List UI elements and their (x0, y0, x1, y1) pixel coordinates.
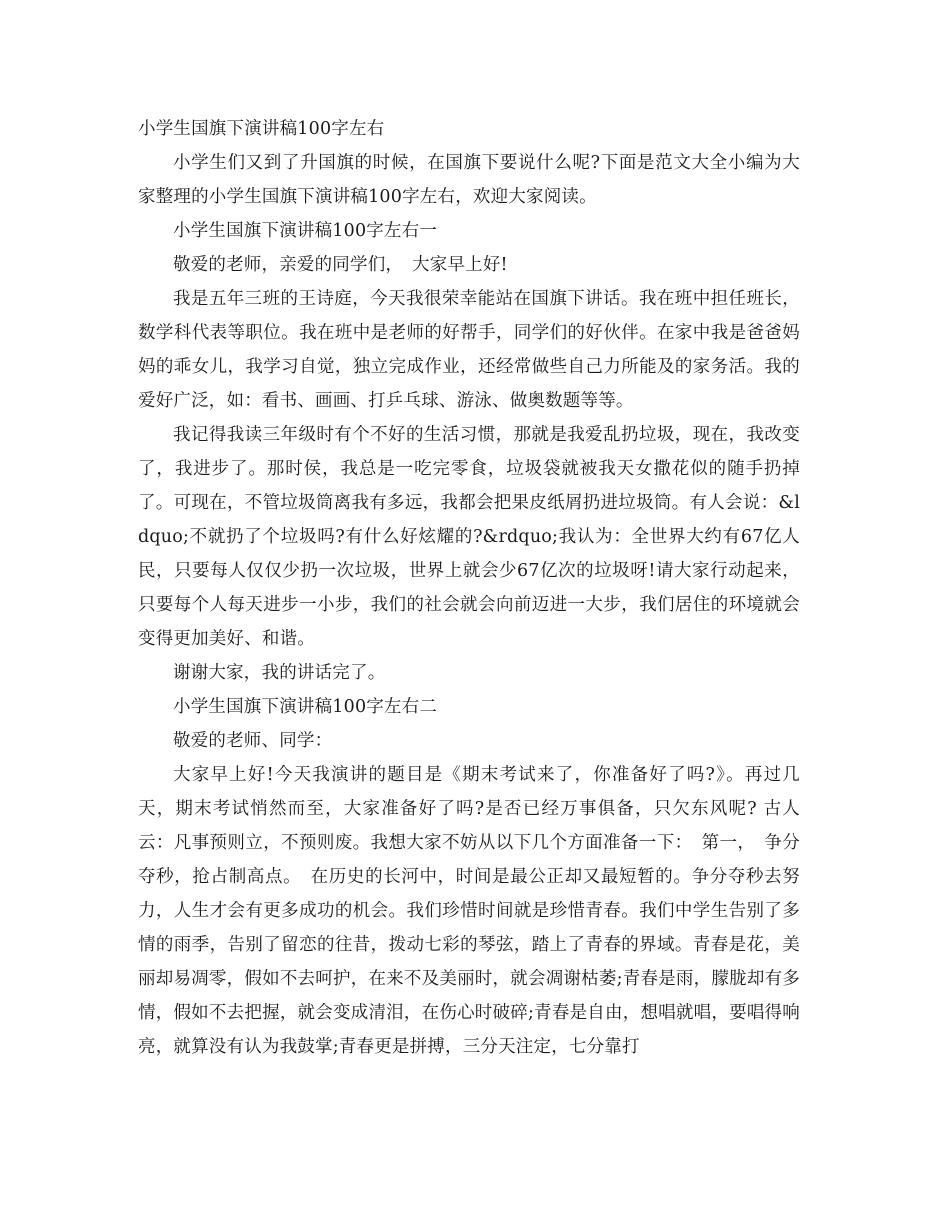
greeting-paragraph: 敬爱的老师、同学： (173, 731, 333, 751)
body-paragraph: 我记得我读三年级时有个不好的生活习惯，那就是我爱乱扔垃圾，现在，我改变了，我进步了。那时侯，我总是一吃完零食，垃圾袋就被我天女撒花似的随手扔掉了。可现在，不管垃圾筒离我有多远，我都会把果皮纸屑扔进垃圾筒。有人会说：&ldquo;不就扔了个垃圾吗?有什么好炫耀的?&rdquo;我认为：全世界大约有67亿人民，只要每人仅仅少扔一次垃圾，世界上就会少67亿次的垃圾呀!请大家行动起来，只要每个人每天进步一小步，我们的社会就会向前迈进一大步，我们居住的环境就会变得更加美好、和谐。 (138, 425, 800, 649)
body-paragraph: 我是五年三班的王诗庭，今天我很荣幸能站在国旗下讲话。我在班中担任班长，数学科代表等职位。我在班中是老师的好帮手，同学们的好伙伴。在家中我是爸爸妈妈的乖女儿，我学习自觉，独立完成作业，还经常做些自己力所能及的家务活。我的爱好广泛，如：看书、画画、打乒乓球、游泳、做奥数题等等。 (138, 289, 800, 411)
body-paragraph: 大家早上好!今天我演讲的题目是《期末考试来了，你准备好了吗?》。再过几天，期末考试悄然而至，大家准备好了吗?是否已经万事俱备，只欠东风呢? 古人云：凡事预则立，不预则废。我想大家不妨从以下几个方面准备一下： 第一， 争分夺秒，抢占制高点。 在历史的长河中，时间是最公正却又最短暂的。争分夺秒去努力，人生才会有更多成功的机会。我们珍惜时间就是珍惜青春。我们中学生告别了多情的雨季，告别了留恋的往昔，拨动七彩的琴弦，踏上了青春的界域。青春是花，美丽却易凋零，假如不去呵护，在来不及美丽时，就会凋谢枯萎;青春是雨，朦胧却有多情，假如不去把握，就会变成清泪，在伤心时破碎;青春是自由，想唱就唱，要唱得响亮，就算没有认为我鼓掌;青春更是拼搏，三分天注定，七分靠打 (138, 765, 800, 1057)
closing-paragraph: 谢谢大家，我的讲话完了。 (173, 663, 386, 683)
document-page (138, 112, 800, 1064)
section-heading-two: 小学生国旗下演讲稿100字左右二 (173, 697, 438, 717)
intro-paragraph: 小学生们又到了升国旗的时候，在国旗下要说什么呢?下面是范文大全小编为大家整理的小学生国旗下演讲稿100字左右，欢迎大家阅读。 (138, 153, 800, 207)
document-title: 小学生国旗下演讲稿100字左右 (138, 119, 385, 139)
greeting-paragraph: 敬爱的老师，亲爱的同学们， 大家早上好! (173, 255, 508, 275)
section-heading-one: 小学生国旗下演讲稿100字左右一 (173, 221, 438, 241)
